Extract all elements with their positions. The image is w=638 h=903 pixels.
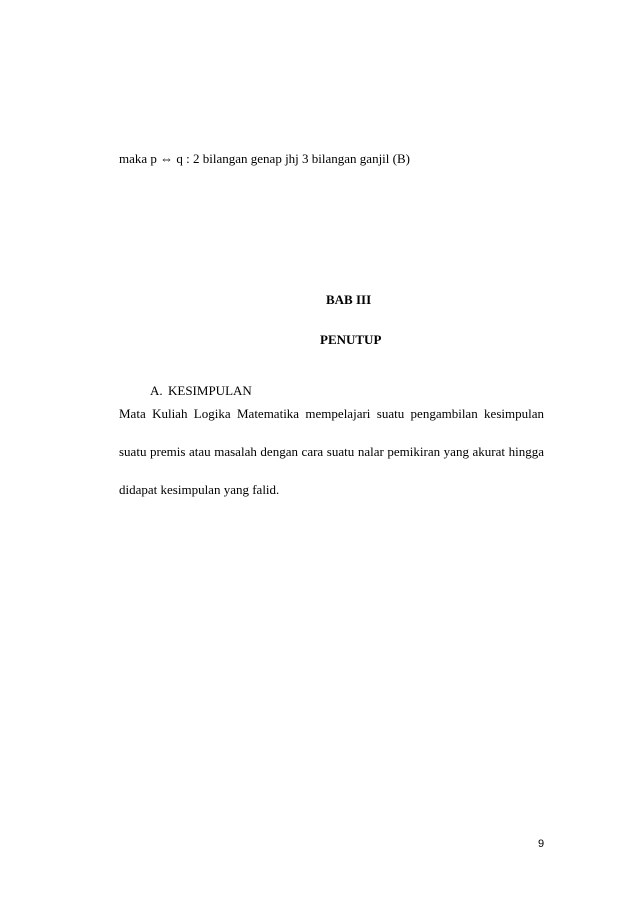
intro-statement: maka p ⇔ q : 2 bilangan genap jhj 3 bilangan ganjil (B) [119,151,410,166]
chapter-subtitle: PENUTUP [320,332,382,347]
section-heading [150,383,252,399]
paragraph-line: suatu premis atau masalah dengan cara suatu nalar pemikiran yang akurat hingga [119,444,544,459]
page-number: 9 [538,838,545,850]
section-heading-text: KESIMPULAN [168,383,252,398]
section-number: A. [150,383,163,398]
chapter-title: BAB III [326,292,372,307]
paragraph-line: didapat kesimpulan yang falid. [119,482,280,497]
paragraph-line: Mata Kuliah Logika Matematika mempelajari suatu pengambilan kesimpulan [119,406,544,421]
